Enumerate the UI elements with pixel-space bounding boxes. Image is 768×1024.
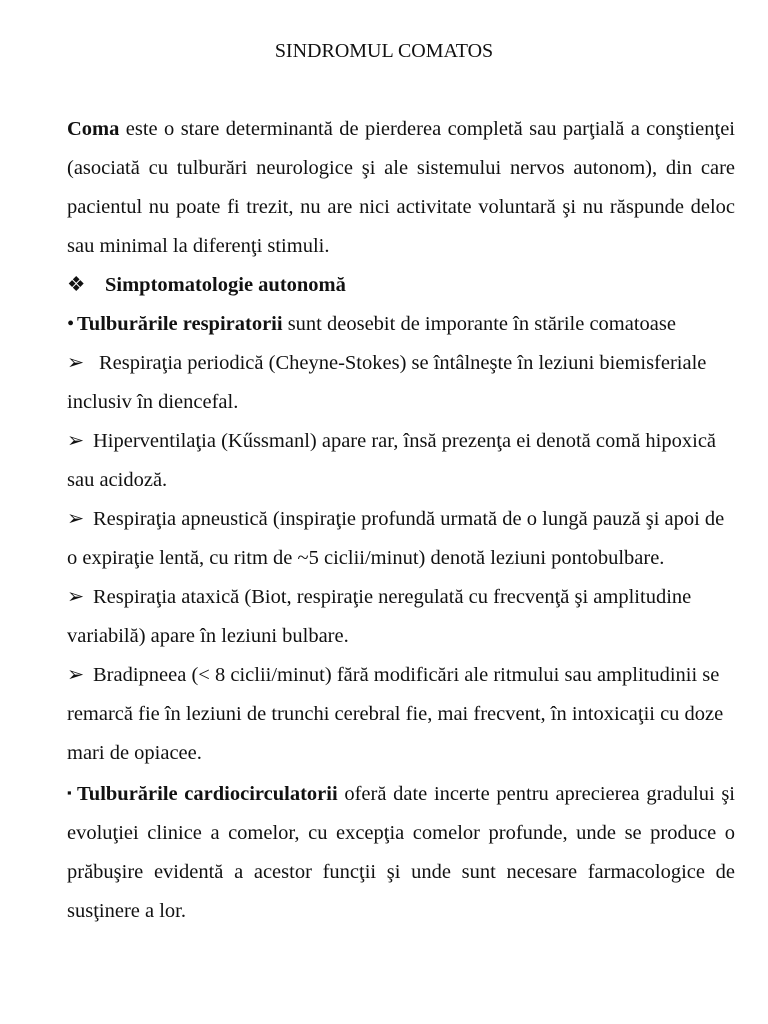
intro-term: Coma xyxy=(67,118,120,140)
cardio-heading: Tulburările cardiocirculatorii xyxy=(77,783,338,805)
list-item xyxy=(67,656,735,773)
document-body xyxy=(67,110,735,931)
square-bullet-icon: ▪ xyxy=(67,785,72,800)
list-item xyxy=(67,500,735,578)
respiratory-heading: Tulburările respiratorii xyxy=(77,313,283,335)
list-item xyxy=(67,422,735,500)
list-item xyxy=(67,578,735,656)
list-item xyxy=(67,344,735,422)
cardio-paragraph xyxy=(67,773,735,931)
list-item-text: Bradipneea (< 8 ciclii/minut) fără modificări ale ritmului sau amplitudinii se remarcă fie în leziuni de trunchi cerebral fie, mai frecvent, în intoxicaţii cu doze mari de opiacee. xyxy=(67,664,724,764)
list-item-text: Respiraţia apneustică (inspiraţie profundă urmată de o lungă pauză şi apoi de o expiraţie lentă, cu ritm de ~5 ciclii/minut) denotă leziuni pontobulbare. xyxy=(67,508,725,569)
cardio-text: oferă date incerte pentru aprecierea gradului şi evoluţiei clinice a comelor, cu excepţia comelor profunde, unde se produce o prăbuşire evidentă a acestor funcţii şi unde sunt necesare farmacologice de susţinere a lor. xyxy=(67,783,736,922)
list-item-text: Hiperventilaţia (Kűssmanl) apare rar, însă prezenţa ei denotă comă hipoxică sau acidoză. xyxy=(67,430,717,491)
intro-paragraph xyxy=(67,110,735,266)
dot-bullet-icon: • xyxy=(67,313,75,335)
list-item-text: Respiraţia periodică (Cheyne-Stokes) se întâlneşte în leziuni biemisferiale inclusiv în diencefal. xyxy=(67,352,707,413)
diamond-bullet-icon: ❖ xyxy=(67,274,86,296)
section-heading-text: Simptomatologie autonomă xyxy=(105,274,346,296)
arrow-bullet-icon: ➢ xyxy=(67,664,85,686)
arrow-bullet-icon: ➢ xyxy=(67,430,85,452)
arrow-bullet-icon: ➢ xyxy=(67,508,85,530)
list-item-text: Respiraţia ataxică (Biot, respiraţie neregulată cu frecvenţă şi amplitudine variabilă) apare în leziuni bulbare. xyxy=(67,586,692,647)
section-heading xyxy=(67,266,735,305)
respiratory-paragraph xyxy=(67,305,735,344)
respiratory-text: sunt deosebit de imporante în stările comatoase xyxy=(282,313,676,335)
intro-text: este o stare determinantă de pierderea completă sau parţială a conştienţei (asociată cu tulburări neurologice şi ale sistemului nervos autonom), din care pacientul nu poate fi trezit, nu are nici activitate voluntară şi nu răspunde deloc sau minimal la diferenţi stimuli. xyxy=(67,118,735,257)
page-title: SINDROMUL COMATOS xyxy=(274,40,494,62)
arrow-bullet-icon: ➢ xyxy=(67,352,85,374)
arrow-bullet-icon: ➢ xyxy=(67,586,85,608)
